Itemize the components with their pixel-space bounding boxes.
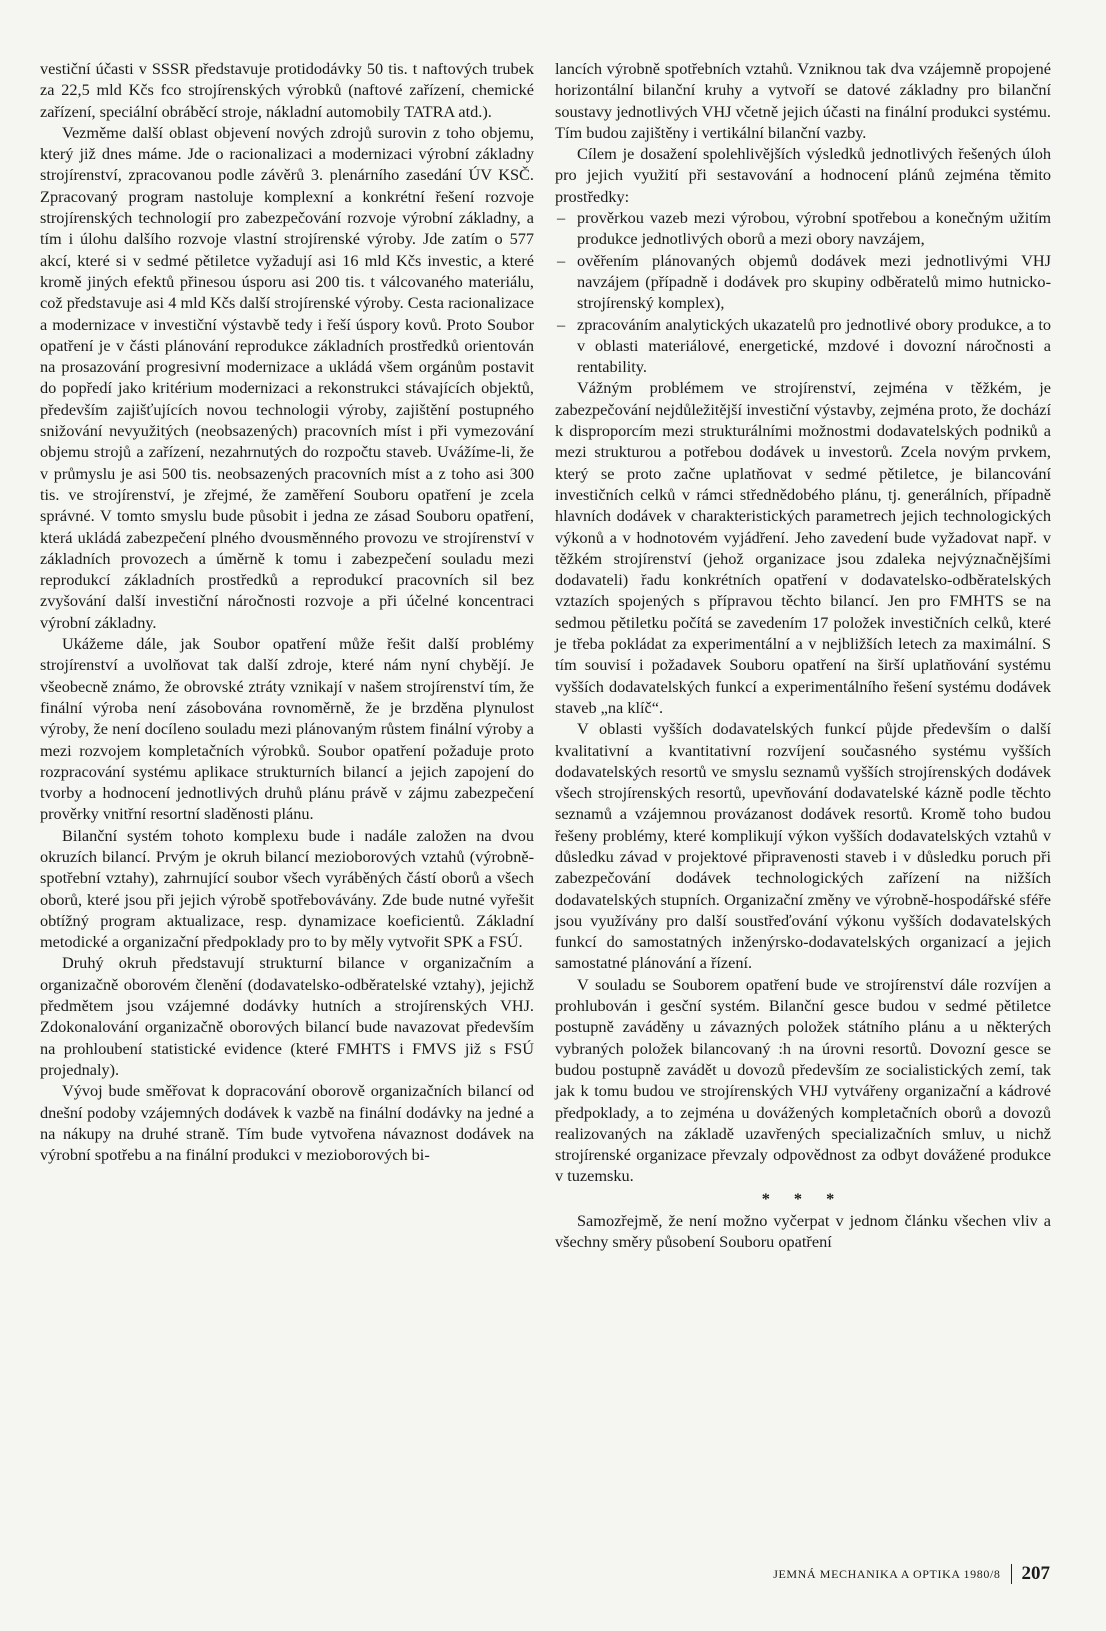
paragraph: Ukážeme dále, jak Soubor opatření může řešit další problémy strojírenství a uvolňovat tak další zdroje, které nám nyní chybějí. Je všeobecně známo, že obrovské ztráty vznikají v našem strojírenství tím, že finální výroba není zásobována rovnoměrně, že je brzděna plynulost výroby, že není docíleno souladu mezi plánovaným růstem finální výroby a mezi rozvojem kompletačních výrobků. Soubor opatření požaduje proto rozpracování systému aplikace strukturních bilancí a jejich zapojení do tvorby a hodnocení jednotlivých druhů plánu právě v zájmu zabezpečení prověrky vnitřní resortní sladěnosti plánu.	[40, 634, 534, 824]
bullet-list	[555, 207, 1051, 377]
paragraph: lancích výrobně spotřebních vztahů. Vzniknou tak dva vzájemně propojené horizontální bilanční kruhy a vytvoří se datové základny pro bilanční soustavy jednotlivých VHJ včetně jejich účasti na finální produkci systému. Tím budou zajištěny i vertikální bilanční vazby.	[555, 59, 1051, 142]
paragraph: Samozřejmě, že není možno vyčerpat v jednom článku všechen vliv a všechny směry působení Souboru opatření	[555, 1211, 1051, 1252]
footer-divider	[1011, 1564, 1012, 1584]
page-footer	[773, 1563, 1050, 1585]
page-number: 207	[1021, 1563, 1050, 1584]
paragraph: V oblasti vyšších dodavatelských funkcí půjde především o další kvalitativní a kvantitativní rozvíjení současného systému vyšších dodavatelských resortů ve smyslu seznamů vyšších strojírenských dodávek všech strojírenských resortů, upevňování dodavatelské kázně podle těchto seznamů a vzájemnou provázanost dodávek resortů. Kromě toho budou řešeny problémy, které komplikují výkon vyšších dodavatelských vztahů v důsledku závad v projektové připravenosti staveb i v důsledku poruch při zabezpečování dodávek technologických zařízení na nižších dodavatelských stupních. Organizační změny ve výrobně-hospodářské sféře jsou využívány pro další soustřeďování výkonu vyšších dodavatelských funkcí do samostatných inženýrsko-dodavatelských organizací a jejich samostatné plánování a řízení.	[555, 719, 1051, 973]
paragraph: Cílem je dosažení spolehlivějších výsledků jednotlivých řešených úloh pro jejich využití při sestavování a hodnocení plánů zejména těmito prostředky:	[555, 144, 1051, 206]
list-item: – prověrkou vazeb mezi výrobou, výrobní spotřebou a konečným užitím produkce jednotlivých oborů a mezi obory navzájem,	[555, 207, 1051, 250]
journal-title: JEMNÁ MECHANIKA A OPTIKA 1980/8	[773, 1566, 1001, 1581]
paragraph: Druhý okruh představují strukturní bilance v organizačním a organizačně oborovém členění (dodavatelsko-odběratelské vztahy), jejichž předmětem jsou vzájemné dodávky hutních a strojírenských VHJ. Zdokonalování organizačně oborových bilancí bude navazovat především na prohloubení statistické evidence (které FMHTS i FMVS již s FSÚ projednaly).	[40, 953, 534, 1079]
list-item: – ověřením plánovaných objemů dodávek mezi jednotlivými VHJ navzájem (případně i dodávek pro skupiny odběratelů mimo hutnicko-strojírenský komplex),	[555, 250, 1051, 314]
paragraph: Vývoj bude směřovat k dopracování oborově organizačních bilancí od dnešní podoby vzájemných dodávek k vazbě na finální dodávky na jedné a na nákupy na druhé straně. Tím bude vytvořena návaznost dodávek na výrobní spotřebu a na finální produkci v mezioborových bi-	[40, 1081, 534, 1165]
left-column	[40, 58, 534, 1165]
paragraph: V souladu se Souborem opatření bude ve strojírenství dále rozvíjen a prohlubován i gesční systém. Bilanční gesce budou v sedmé pětiletce postupně zaváděny u závazných položek státního plánu a u některých vybraných položek bilancovaný :h na úrovni resortů. Dovozní gesce se budou postupně zavádět u dovozů především ze socialistických zemí, tak jak k tomu budou ve strojírenských VHJ vytvářeny organizační a kádrové předpoklady, a to zejména u dovážených kompletačních oborů a dovozů realizovaných na základě uzavřených specializačních smluv, u nichž strojírenské organizace převzaly odpovědnost za odbyt dovážené produkce v tuzemsku.	[555, 974, 1051, 1186]
list-item: – zpracováním analytických ukazatelů pro jednotlivé obory produkce, a to v oblasti materiálové, energetické, mzdové i dovozní náročnosti a rentability.	[555, 314, 1051, 378]
paragraph: Vezměme další oblast objevení nových zdrojů surovin z toho objemu, který již dnes máme. Jde o racionalizaci a modernizaci výrobní základny strojírenství, zpracovanou podle závěrů 3. plenárního zasedání ÚV KSČ. Zpracovaný program nastoluje komplexní a konkrétní řešení rozvoje strojírenských technologií pro zabezpečování rozvoje výrobní základny, a tím i úlohu dalšího rozvoje vlastní strojírenské výroby. Jde zatím o 577 akcí, které si v sedmé pětiletce vyžadují asi 16 mld Kčs investic, a které kromě jiných efektů přinesou úsporu asi 200 tis. t válcovaného materiálu, což představuje asi 4 mld Kčs další strojírenské výroby. Cesta racionalizace a modernizace v investiční výstavbě tedy i řeší úspory kovů. Proto Soubor opatření je v části plánování reprodukce základních prostředků orientován na prosazování progresivní modernizace a ukládá všem orgánům postavit do popředí jako kritérium modernizaci a rekonstrukci stávajících objektů, především zajišťujících novou technologii výroby, zajištění postupného snižování nevyužitých (neobsazených) pracovních míst i při vymezování objemu strojů a zařízení, nezahrnutých do rozpočtu staveb. Uvážíme-li, že v průmyslu je asi 500 tis. neobsazených pracovních míst a z toho asi 300 tis. ve strojírenství, je zřejmé, že zaměření Souboru opatření je zcela správné. V tomto smyslu bude působit i jedna ze zásad Souboru opatření, která ukládá zabezpečení plného dvousměnného provozu ve strojírenství v základních provozech a úměrně k tomu i zabezpečení souladu mezi reprodukcí základních prostředků a reprodukcí pracovních sil bez zvyšování další investiční náročnosti rozvoje a při účelné koncentraci výrobní základny.	[40, 122, 534, 632]
paragraph: Vážným problémem ve strojírenství, zejména v těžkém, je zabezpečování nejdůležitější investiční výstavby, zejména proto, že dochází k disproporcím mezi strukturálními možnostmi dodavatelských podniků a mezi strukturou a potřebou dodávek u investorů. Zcela novým prvkem, který se proto začne uplatňovat v sedmé pětiletce, je bilancování investičních celků v rámci střednědobého plánu, tj. generálních, případně hlavních dodávek v charakteristických parametrech jejich technologických výkonů a v hodnotovém vyjádření. Jeho zavedení bude vyžadovat např. v těžkém strojírenství (jehož organizace jsou zdaleka nejvýznačnějšími dodavateli) řadu konkrétních opatření v dodavatelsko-odběratelských vztazích spojených s přípravou těchto bilancí. Jen pro FMHTS se na sedmou pětiletku počítá se zavedením 17 položek investičních celků, které je třeba pokládat za experimentální a v nejbližších letech za maximální. S tím souvisí i požadavek Souboru opatření na širší uplatňování systému vyšších dodavatelských funkcí a experimentálního řešení systému dodávek staveb „na klíč“.	[555, 378, 1051, 717]
paragraph: vestiční účasti v SSSR představuje protidodávky 50 tis. t naftových trubek za 22,5 mld Kčs fco strojírenských výrobků (naftové zařízení, chemické zařízení, speciální obráběcí stroje, nákladní automobily TATRA atd.).	[40, 59, 534, 121]
section-separator: * * *	[761, 1188, 845, 1208]
paragraph: Bilanční systém tohoto komplexu bude i nadále založen na dvou okruzích bilancí. Prvým je okruh bilancí mezioborových vztahů (výrobně-spotřební vztahy), zahrnující soubor všech vyráběných částí oborů a všech oborů, které jsou při jejich výrobě spotřebovávány. Zde bude nutné vyřešit obtížný program aktualizace, resp. dynamizace koeficientů. Základní metodické a organizační předpoklady pro to by měly vytvořit SPK a FSÚ.	[40, 825, 534, 952]
right-column	[555, 58, 1051, 1253]
